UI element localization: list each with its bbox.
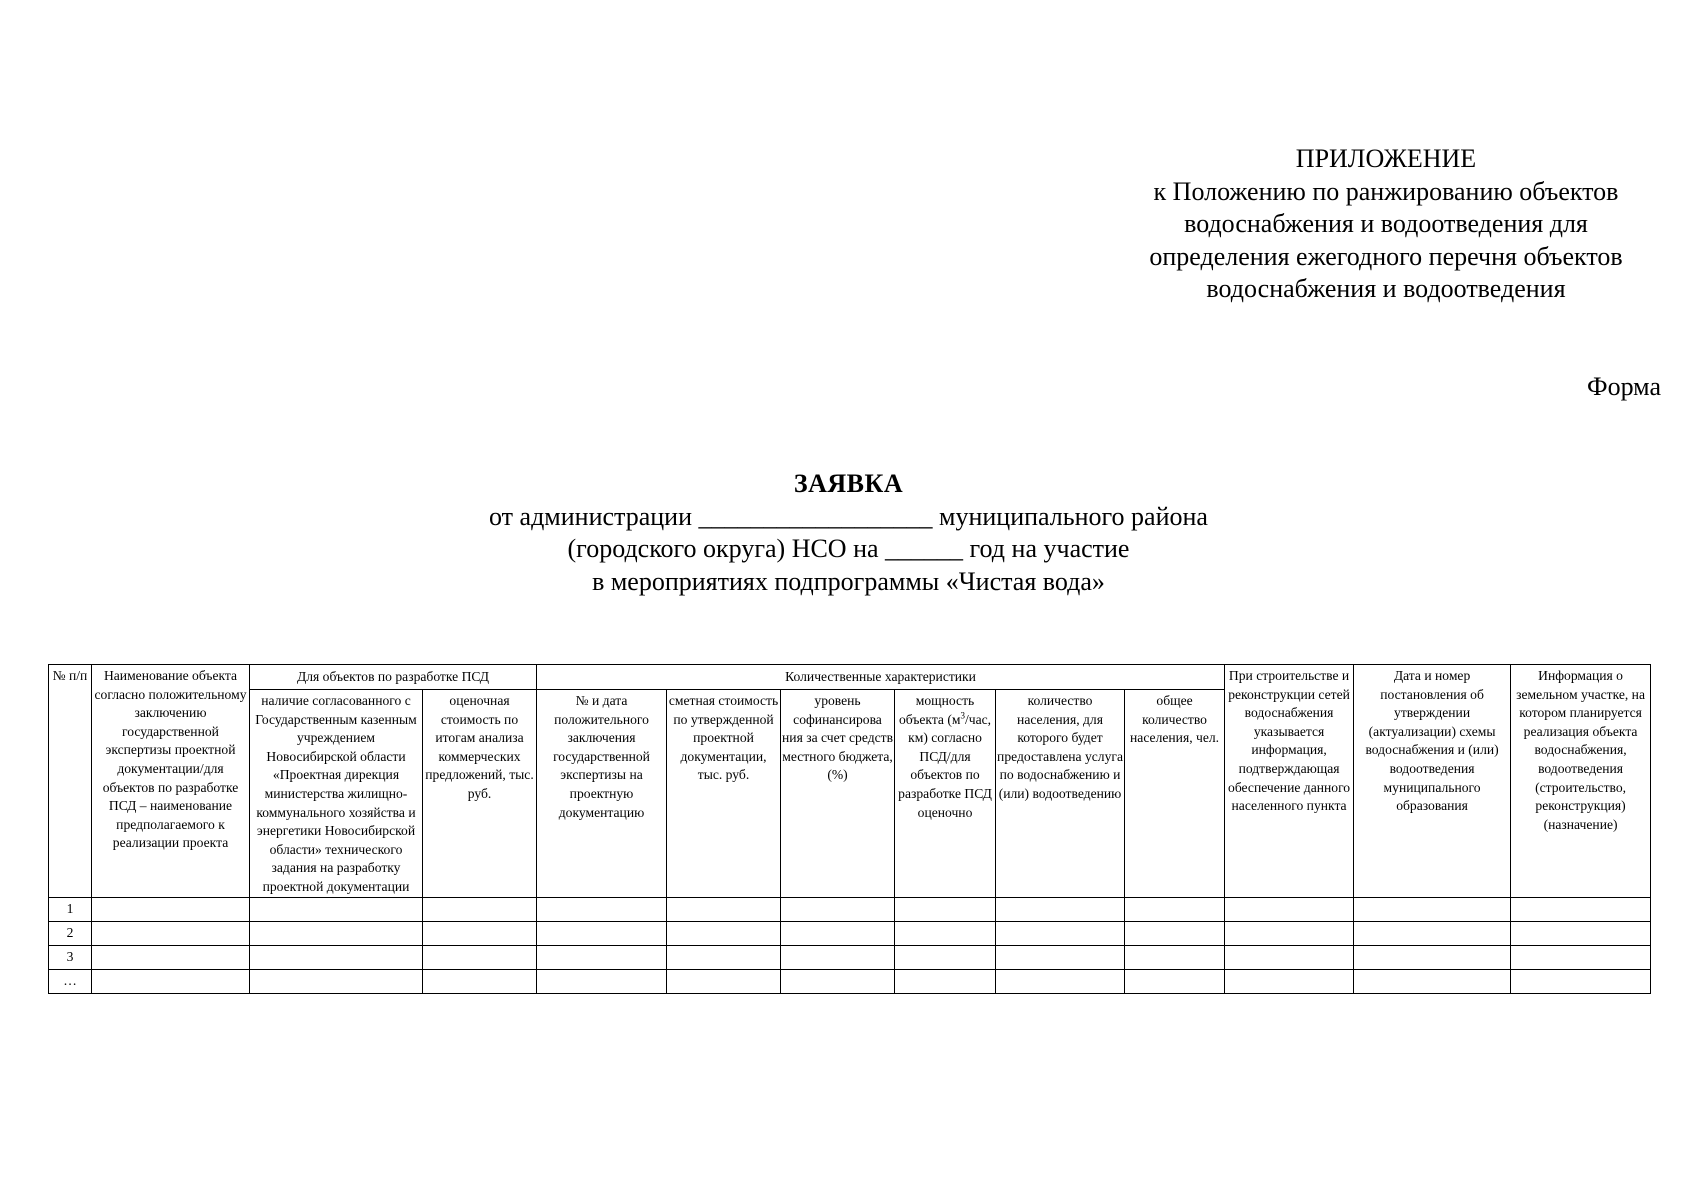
annex-line: водоснабжения и водоотведения для xyxy=(1184,209,1588,238)
application-table xyxy=(48,664,1651,994)
annex-title: ПРИЛОЖЕНИЕ xyxy=(1295,144,1477,173)
capacity-unit-superscript: 3 xyxy=(960,710,965,721)
request-heading xyxy=(0,468,1697,598)
table-cell xyxy=(1511,945,1651,969)
header-num: № п/п xyxy=(49,665,92,898)
table-row xyxy=(49,921,1651,945)
table-row xyxy=(49,897,1651,921)
header-cofinancing-level: уровень софинансирова ния за счет средств местного бюджета, (%) xyxy=(781,690,895,898)
table-row xyxy=(49,945,1651,969)
table-cell xyxy=(423,945,537,969)
table-cell xyxy=(1511,921,1651,945)
table-row xyxy=(49,969,1651,993)
table-cell xyxy=(92,921,250,945)
header-psd-estimated-cost: оценочная стоимость по итогам анализа коммерческих предложений, тыс. руб. xyxy=(423,690,537,898)
table-cell xyxy=(1511,969,1651,993)
header-construction-info: При строительстве и реконструкции сетей водоснабжения указывается информация, подтверждающая обеспечение данного населенного пункта xyxy=(1225,665,1354,898)
table-cell xyxy=(895,921,996,945)
header-estimate-cost: сметная стоимость по утвержденной проектной документации, тыс. руб. xyxy=(667,690,781,898)
capacity-text-end: /час, км) согласно ПСД/для объектов по разработке ПСД оценочно xyxy=(898,711,992,820)
table-cell xyxy=(781,921,895,945)
table-cell xyxy=(1354,897,1511,921)
table-cell xyxy=(996,921,1125,945)
table-cell xyxy=(1225,921,1354,945)
annex-line: к Положению по ранжированию объектов xyxy=(1153,176,1619,206)
form-label: Форма xyxy=(1587,372,1661,401)
table-cell xyxy=(423,921,537,945)
table-cell xyxy=(667,921,781,945)
table-cell xyxy=(92,945,250,969)
table-cell xyxy=(1125,969,1225,993)
table-cell xyxy=(1225,897,1354,921)
table-cell xyxy=(895,945,996,969)
table-cell xyxy=(996,945,1125,969)
table-cell xyxy=(996,969,1125,993)
header-object-capacity xyxy=(895,690,996,898)
header-population-served: количество населения, для которого будет предоставлена услуга по водоснабжению и (или) водоотведению xyxy=(996,690,1125,898)
request-line: в мероприятиях подпрограммы «Чистая вода» xyxy=(592,566,1105,596)
table-cell xyxy=(781,945,895,969)
table-cell xyxy=(92,969,250,993)
header-scheme-resolution: Дата и номер постановления об утверждении (актуализации) схемы водоснабжения и (или) водоотведения муниципального образования xyxy=(1354,665,1511,898)
table-cell xyxy=(1125,897,1225,921)
table-cell xyxy=(667,945,781,969)
table-cell xyxy=(250,969,423,993)
table-cell xyxy=(423,969,537,993)
header-expertise-conclusion: № и дата положительного заключения государственной экспертизы на проектную документацию xyxy=(537,690,667,898)
table-cell xyxy=(667,897,781,921)
header-group-psd: Для объектов по разработке ПСД xyxy=(250,665,537,690)
table-cell xyxy=(895,897,996,921)
table-cell xyxy=(1225,969,1354,993)
header-population-total: общее количество населения, чел. xyxy=(1125,690,1225,898)
header-object-name: Наименование объекта согласно положительному заключению государственной экспертизы проектной документации/для объектов по разработке ПСД – наименование предполагаемого к реализации проекта xyxy=(92,665,250,898)
request-title: ЗАЯВКА xyxy=(793,469,904,498)
table-cell xyxy=(1511,897,1651,921)
table-cell xyxy=(92,897,250,921)
table-cell xyxy=(996,897,1125,921)
row-number: … xyxy=(49,969,92,993)
table-cell xyxy=(1125,921,1225,945)
header-land-info: Информация о земельном участке, на котором планируется реализация объекта водоснабжения, водоотведения (строительство, реконструкция) (назначение) xyxy=(1511,665,1651,898)
table-cell xyxy=(1354,945,1511,969)
table-cell xyxy=(1354,921,1511,945)
row-number: 1 xyxy=(49,897,92,921)
table-cell xyxy=(537,897,667,921)
row-number: 3 xyxy=(49,945,92,969)
table-cell xyxy=(423,897,537,921)
annex-line: определения ежегодного перечня объектов xyxy=(1149,241,1623,271)
table-cell xyxy=(250,945,423,969)
header-psd-technical-task: наличие согласованного с Государственным казенным учреждением Новосибирской области «Проектная дирекция министерства жилищно-коммунального хозяйства и энергетики Новосибирской области» технического задания на разработку проектной документации xyxy=(250,690,423,898)
table-cell xyxy=(250,921,423,945)
table-cell xyxy=(667,969,781,993)
row-number: 2 xyxy=(49,921,92,945)
table-cell xyxy=(895,969,996,993)
capacity-text-start: мощность объекта (м xyxy=(898,693,975,727)
request-line: от администрации __________________ муниципального района xyxy=(489,501,1208,531)
table-cell xyxy=(781,969,895,993)
table-cell xyxy=(537,921,667,945)
table-cell xyxy=(1225,945,1354,969)
table-cell xyxy=(250,897,423,921)
header-group-quantitative: Количественные характеристики xyxy=(537,665,1225,690)
annex-line: водоснабжения и водоотведения xyxy=(1206,274,1566,303)
annex-header xyxy=(1110,143,1662,306)
table-cell xyxy=(781,897,895,921)
request-line: (городского округа) НСО на ______ год на участие xyxy=(567,534,1130,563)
table-cell xyxy=(537,969,667,993)
table-cell xyxy=(537,945,667,969)
table-cell xyxy=(1354,969,1511,993)
table-cell xyxy=(1125,945,1225,969)
